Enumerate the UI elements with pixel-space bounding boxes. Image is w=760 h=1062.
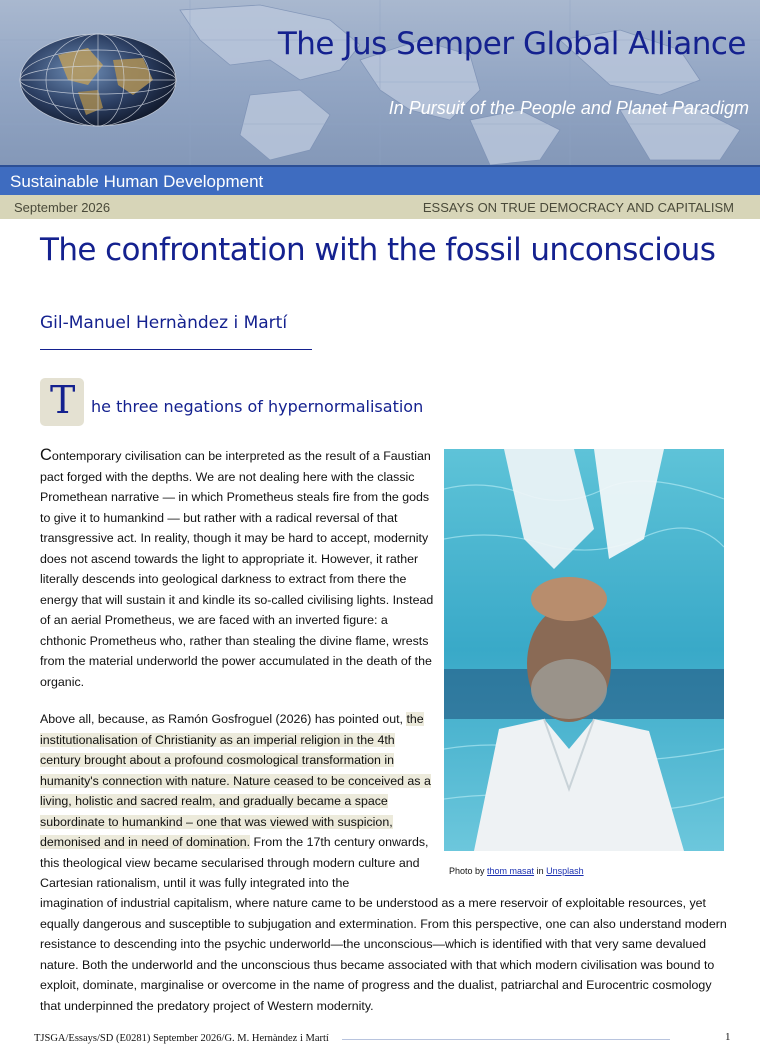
paragraph-3: imagination of industrial capitalism, where nature came to be understood as a mere reservoir of exploitable resources, yet equally dangerous and susceptible to subjugation and extermination. From this perspective, one can also understand modern resistance to descending into the psychic underworld—the unconscious—which is identified with that very same devalued nature. Both the underworld and the unconscious thus became associated with that which modern civilisation was bound to exploit, dominate, marginalise or overcome in the name of progress and the dualist, patriarchal and Eurocentric cosmology that underpinned the predatory project of Western modernity. (40, 896, 727, 1013)
header-banner (0, 0, 760, 165)
section-dropcap (40, 378, 84, 426)
issue-date: September 2026 (14, 200, 111, 215)
unsplash-link[interactable]: Unsplash (546, 866, 584, 876)
globe-logo (18, 30, 178, 130)
article-photo (444, 449, 724, 851)
paragraph-1 (40, 445, 435, 692)
paragraph-2 (40, 709, 435, 894)
caption-mid: in (534, 866, 547, 876)
footer-divider (342, 1039, 670, 1040)
series-label: ESSAYS ON TRUE DEMOCRACY AND CAPITALISM (422, 200, 734, 215)
highlighted-text: the institutionalisation of Christianity as an imperial religion in the 4th century brought about a profound cosmological transformation in humanity's connection with nature. Nature ceased to be conceived as a living, holistic and sacred realm, and gradually became a space subordinate to humankind – one that was viewed with suspicion, demonised and in need of domination. (40, 712, 431, 849)
photo-caption (449, 866, 584, 876)
author-divider (40, 349, 312, 350)
dropcap-letter: T (50, 378, 76, 422)
section-heading: he three negations of hypernormalisation (91, 397, 424, 416)
page-number: 1 (725, 1031, 731, 1043)
paragraph-2-rest: From the 17th century onwards, this theological view became secularised through modern culture and Cartesian rationalism, until it was fully integrated into the (40, 835, 429, 890)
org-tagline: In Pursuit of the People and Planet Paradigm (388, 98, 749, 118)
article-author: Gil-Manuel Hernàndez i Martí (40, 313, 288, 333)
paragraph-1-text: ontemporary civilisation can be interpreted as the result of a Faustian pact forged with the depths. We are not dealing here with the classic Promethean narrative — in which Prometheus steals fire from the gods to give it to humankind — but rather with a radical reversal of that transgressive act. In reality, though it may be hard to accept, modernity does not ascend towards the light to appropriate it. However, it rather literally descends into geological darkness to extract from there the energy that will sustain it and kindle its so-called civilising lights. Instead of an aerial Prometheus, we are faced with an inverted figure: a chthonic Prometheus who, rather than stealing the divine flame, wrests from the material underworld the power accumulated in the death of the organic. (40, 449, 434, 689)
underwater-portrait-image (444, 449, 724, 851)
date-bar (0, 195, 760, 219)
section-bar (0, 165, 760, 195)
section-label: Sustainable Human Development (10, 172, 264, 191)
footer-reference: TJSGA/Essays/SD (E0281) September 2026/G. M. Hernàndez i Martí (34, 1033, 329, 1044)
caption-prefix: Photo by (449, 866, 488, 876)
article-title: The confrontation with the fossil unconscious (40, 232, 716, 268)
org-title: The Jus Semper Global Alliance (277, 26, 746, 62)
paragraph-initial: C (40, 446, 52, 464)
photographer-link[interactable]: thom masat (487, 866, 535, 876)
paragraph-2-intro: Above all, because, as Ramón Gosfroguel (2026) has pointed out, (40, 712, 407, 726)
